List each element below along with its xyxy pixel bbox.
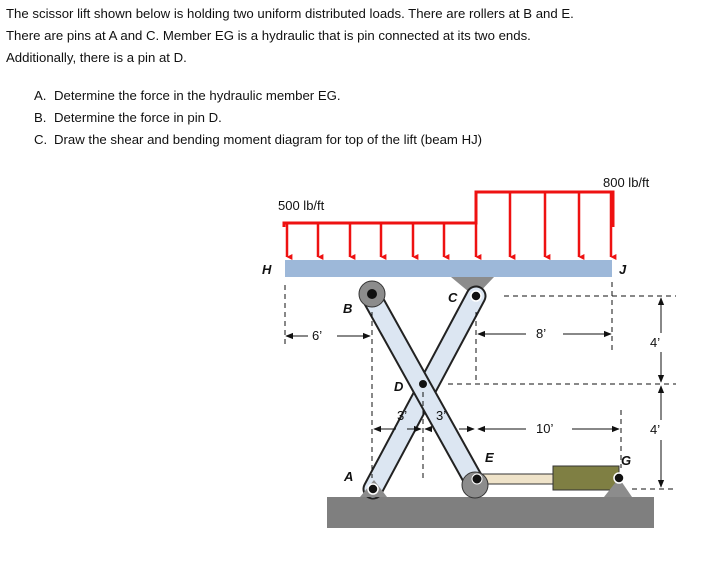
dim-10ft: 10’	[536, 421, 554, 436]
dim-6ft: 6’	[312, 328, 323, 343]
label-h: H	[262, 262, 272, 277]
label-j: J	[619, 262, 627, 277]
load-label-right: 800 lb/ft	[603, 175, 650, 190]
label-g: G	[621, 453, 632, 468]
dim-4ft-upper: 4’	[650, 335, 661, 350]
pin-c	[471, 291, 481, 301]
intro-line: The scissor lift shown below is holding two uniform distributed loads. There are rollers at B and E.	[6, 6, 574, 21]
distributed-load-500	[284, 192, 613, 227]
hydraulic-eg	[478, 466, 619, 490]
label-e: E	[485, 450, 494, 465]
dim-3ft-right: 3’	[436, 408, 447, 423]
label-d: D	[394, 379, 404, 394]
label-b: B	[343, 301, 353, 316]
dim-3ft-left: 3’	[397, 408, 408, 423]
top-beam-hj	[285, 260, 612, 277]
task-item: B. Determine the force in pin D.	[34, 110, 222, 125]
task-item: C. Draw the shear and bending moment diagram for top of the lift (beam HJ)	[34, 132, 483, 147]
label-a: A	[344, 469, 354, 484]
label-c: C	[448, 290, 458, 305]
dim-4ft-lower: 4’	[650, 422, 661, 437]
roller-e	[462, 472, 488, 498]
task-item: A. Determine the force in the hydraulic member EG.	[34, 88, 341, 103]
pin-d	[419, 380, 427, 388]
intro-line: There are pins at A and C. Member EG is a hydraulic that is pin connected at its two ends.	[6, 28, 531, 43]
dim-8ft: 8’	[536, 326, 547, 341]
roller-b	[359, 281, 385, 307]
intro-line: Additionally, there is a pin at D.	[6, 50, 187, 65]
ground	[327, 497, 654, 528]
load-label-left: 500 lb/ft	[278, 198, 325, 213]
